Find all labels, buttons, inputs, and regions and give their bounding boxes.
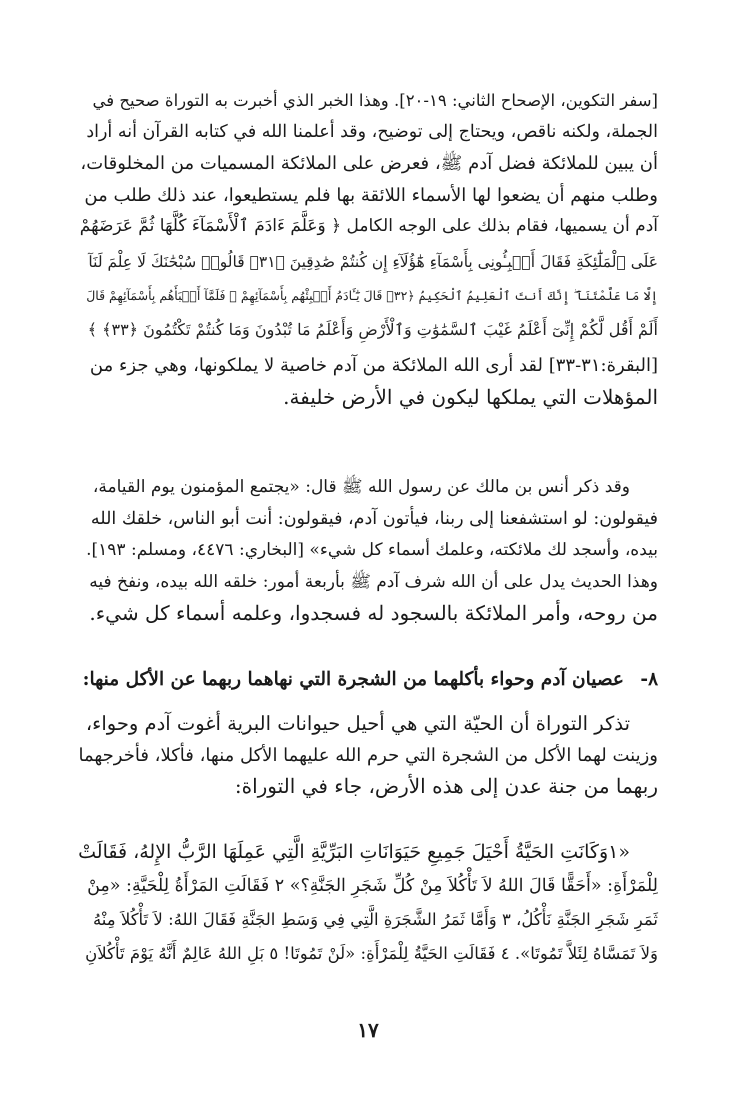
text-line: ربهما من جنة عدن إلى هذه الأرض، جاء في التوراة: [234, 774, 658, 798]
quran-line: أَلَمْ أَقُل لَّكُمْ إِنِّىٓ أَعْلَمُ غَيْبَ ٱلسَّمَٰوَٰتِ وَٱلْأَرْضِ وَأَعْلَمُ مَا تُبْدُونَ وَمَا كُنتُمْ تَكْتُمُونَ ﴿٣٣﴾ ﴾ [87, 320, 658, 339]
text-line: وقد ذكر أنس بن مالك عن رسول الله ﷺ قال: «يجتمع المؤمنون يوم القيامة، [92, 477, 630, 497]
text-line: وهذا الحديث يدل على أن الله شرف آدم ﷺ بأربعة أمور: خلقه الله بيده، ونفخ فيه [89, 571, 658, 592]
text-line: [سفر التكوين، الإصحاح الثاني: ١٩-٢٠]. وهذا الخبر الذي أخبرت به التوراة صحيح في [92, 91, 658, 110]
section-title: عصيان آدم وحواء بأكلهما من الشجرة التي نهاهما ربهما عن الأكل منها: [82, 669, 624, 690]
text-line: فيقولون: لو استشفعنا إلى ربنا، فيأتون آدم، فيقولون: أنت أبو الناس، خلقك الله [90, 508, 658, 529]
section-number: ٨- [640, 669, 658, 690]
text-line: من روحه، وأمر الملائكة بالسجود له فسجدوا، وعلمه أسماء كل شيء. [89, 601, 658, 625]
quran-line: عَلَى ٱلْمَلَٰٓئِكَةِ فَقَالَ أَنۢبِـُٔونِى بِأَسْمَآءِ هَٰٓؤُلَآءِ إِن كُنتُمْ صَٰدِقِينَ ﴿٣١﴾ قَالُوا۟ سُبْحَٰنَكَ لَا عِلْمَ لَنَآ [88, 253, 658, 271]
text-line: الجملة، ولكنه ناقص، ويحتاج إلى توضيح، وقد أعلمنا الله في كتابه القرآن أنه أراد [86, 121, 658, 142]
quote-line: ثَمَرِ شَجَرِ الجَنَّةِ نَأْكُلُ، ٣ وَأَمَّا ثَمَرُ الشَّجَرَةِ الَّتِي فِي وَسَطِ الجَنَّةِ فَقَالَ اللهُ: لاَ تَأْكُلاَ مِنْهُ [92, 910, 658, 929]
text-line: بيده، وأسجد لك ملائكته، وعلمك أسماء كل شيء» [البخاري: ٤٤٧٦، ومسلم: ١٩٣]. [86, 540, 658, 560]
quote-line: «١وَكَانَتِ الحَيَّةُ أَحْيَلَ جَمِيعِ حَيَوَانَاتِ البَرِّيَّةِ الَّتِي عَمِلَهَا الرَّبُّ الإِلهُ، فَقَالَتْ [78, 841, 630, 863]
text-line: وزينت لهما الأكل من الشجرة التي حرم الله عليهما الأكل منها، فأكلا، فأخرجهما [78, 744, 658, 766]
text-line: آدم أن يسميها، فقام بذلك على الوجه الكامل ﴿ وَعَلَّمَ ءَادَمَ ٱلْأَسْمَآءَ كُلَّهَا ثُمَّ عَرَضَهُمْ [79, 216, 658, 236]
quote-line: لِلْمَرْأَةِ: «أَحَقًّا قَالَ اللهُ لاَ تَأْكُلاَ مِنْ كُلِّ شَجَرِ الجَنَّةِ؟» ٢ فَقَالَتِ المَرْأَةُ لِلْحَيَّةِ: «مِنْ [87, 876, 658, 896]
section-heading [78, 665, 658, 695]
text-line: أن يبين للملائكة فضل آدم ﷺ، فعرض على الملائكة المسميات من المخلوقات، [80, 153, 658, 174]
torah-quote [78, 835, 658, 971]
text-line: المؤهلات التي يملكها ليكون في الأرض خليفة. [283, 384, 658, 409]
text-line: تذكر التوراة أن الحيّة التي هي أحيل حيوانات البرية أغوت آدم وحواء، [85, 712, 630, 735]
text-line: وطلب منهم أن يضعوا لها الأسماء اللائقة بها فلم يستطيعوا، عند ذلك طلب من [84, 184, 658, 206]
paragraph-hadith [78, 472, 658, 630]
text-line: [البقرة:٣١-٣٣] لقد أرى الله الملائكة من آدم خاصية لا يملكونها، وهي جزء من [89, 355, 658, 376]
paragraph-disobedience [78, 708, 658, 803]
page-number: ١٧ [357, 1018, 379, 1042]
quran-line: إِلَّا مَا عَلَّمْتَنَآ ۖ إِنَّكَ أَنتَ ٱلْعَلِيمُ ٱلْحَكِيمُ ﴿٣٢﴾ قَالَ يَٰٓـَٔادَمُ أَنۢبِئْهُم بِأَسْمَآئِهِمْ ۖ فَلَمَّآ أَنۢبَأَهُم بِأَسْمَآئِهِمْ قَالَ [86, 288, 658, 303]
quote-line: وَلاَ تَمَسَّاهُ لِئَلاَّ تَمُوتَا». ٤ فَقَالَتِ الحَيَّةُ لِلْمَرْأَةِ: «لَنْ تَمُوتَا! ٥ بَلِ اللهُ عَالِمٌ أَنَّهُ يَوْمَ تَأْكُلاَنِ [85, 944, 658, 963]
paragraph-adam-names-end [78, 350, 658, 413]
quran-verses [78, 245, 658, 347]
paragraph-adam-names [78, 85, 658, 243]
